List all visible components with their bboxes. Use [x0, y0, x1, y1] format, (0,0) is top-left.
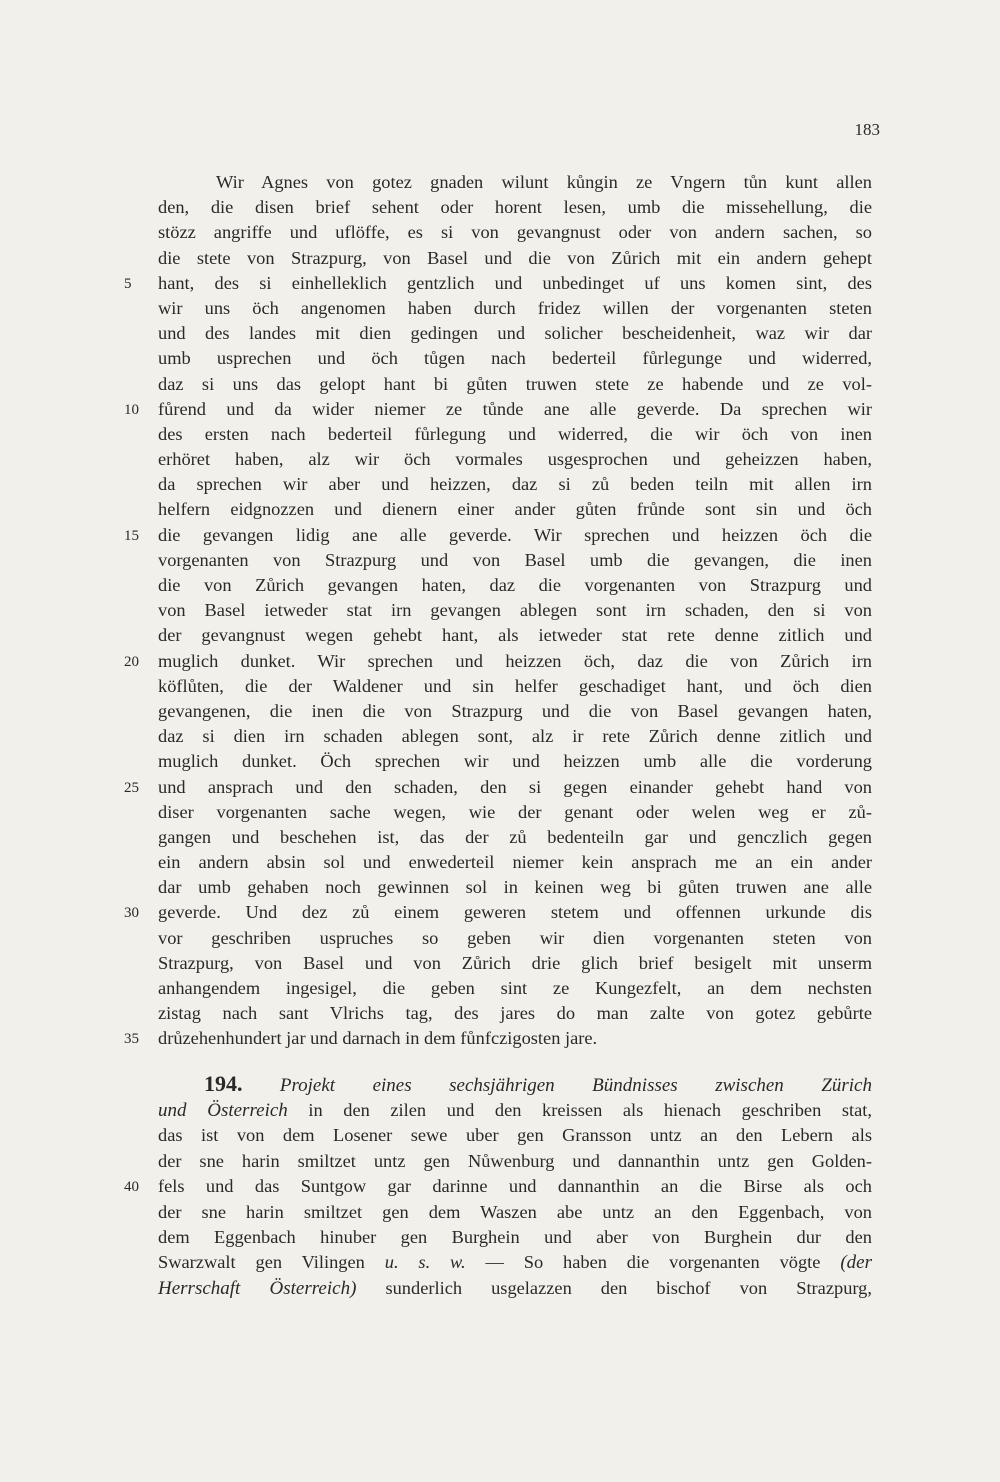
line-text: dem Eggenbach hinuber gen Burghein und aber von Burghein dur den [158, 1226, 872, 1247]
line-text: daz si dien irn schaden ablegen sont, alz ir rete Zůrich denne zitlich und [158, 726, 872, 747]
line-text: hant, des si einhelleklich gentzlich und unbedinget uf uns komen sint, des [158, 272, 872, 293]
line-text: die gevangen lidig ane alle geverde. Wir sprechen und heizzen öch die [158, 524, 872, 545]
line-text: und des landes mit dien gedingen und solicher bescheidenheit, waz wir dar [158, 323, 872, 344]
text-line [158, 674, 872, 699]
text-line [158, 926, 872, 951]
document-194 [124, 1070, 872, 1301]
text-line [158, 346, 872, 371]
text-line [158, 447, 872, 472]
line-number: 20 [124, 653, 139, 670]
text-line [158, 321, 872, 346]
text-line [158, 422, 872, 447]
line-text: der gevangnust wegen gehebt hant, als ietweder stat rete denne zitlich und [158, 625, 872, 646]
line-text: das ist von dem Losener sewe uber gen Gransson untz an den Lebern als [158, 1125, 872, 1146]
line-text: Wir Agnes von gotez gnaden wilunt kůngin ze Vngern tůn kunt allen [216, 172, 872, 192]
text-line [124, 900, 872, 925]
text-line [158, 296, 872, 321]
text-fragment: sunderlich usgelazzen den bischof von Strazpurg, [385, 1277, 872, 1298]
text-line [158, 850, 872, 875]
text-line [124, 271, 872, 296]
line-text: gangen und beschehen ist, das der zů bedenteiln gar und genczlich gegen [158, 826, 872, 847]
text-line [158, 724, 872, 749]
text-line [158, 1001, 872, 1026]
entry-title: Projekt eines sechsjährigen Bündnisses zwischen Zürich [279, 1075, 872, 1096]
text-line [158, 1276, 872, 1301]
text-line [158, 548, 872, 573]
line-text: erhöret haben, alz wir öch vormales usgesprochen und geheizzen haben, [158, 449, 872, 470]
text-line [158, 1123, 872, 1148]
text-line [124, 649, 872, 674]
text-line [158, 1098, 872, 1123]
text-fragment: in den zilen und den kreissen als hienach geschriben stat, [308, 1100, 872, 1120]
italic-gloss: (der [840, 1252, 872, 1274]
line-text: Strazpurg, von Basel und von Zůrich drie glich brief besigelt mit unserm [158, 952, 872, 973]
line-number: 30 [124, 905, 139, 922]
line-text: und ansprach und den schaden, den si gegen einander gehebt hand von [158, 776, 872, 797]
text-line [158, 170, 872, 195]
line-text: der sne harin smiltzet untz gen Nůwenburg und dannanthin untz gen Golden- [158, 1150, 872, 1171]
line-number: 15 [124, 527, 139, 544]
line-text: ein andern absin sol und enwederteil niemer kein ansprach me an ein ander [158, 852, 872, 873]
line-text: gevangenen, die inen die von Strazpurg und die von Basel gevangen haten, [158, 700, 872, 721]
text-line [124, 1174, 872, 1199]
text-line [158, 372, 872, 397]
entry-heading [158, 1070, 872, 1098]
line-text: fůrend und da wider niemer ze tůnde ane alle geverde. Da sprechen wir [158, 398, 872, 419]
text-line [158, 1200, 872, 1225]
text-line [158, 699, 872, 724]
line-text: helfern eidgnozzen und dienern einer ander gůten frůnde sont sin und öch [158, 499, 872, 520]
line-number: 25 [124, 779, 139, 796]
text-fragment: Swarzwalt gen Vilingen [158, 1252, 365, 1273]
text-fragment: — So haben die vorgenanten vögte [485, 1252, 821, 1273]
text-line [158, 246, 872, 271]
line-text: muglich dunket. Öch sprechen wir und heizzen umb alle die vorderung [158, 751, 872, 772]
text-line [158, 749, 872, 774]
text-line [158, 220, 872, 245]
line-text: der sne harin smiltzet gen dem Waszen abe untz an den Eggenbach, von [158, 1201, 872, 1222]
line-text: diser vorgenanten sache wegen, wie der genant oder welen weg er zů- [158, 801, 872, 822]
document-193 [124, 170, 872, 1052]
text-line [158, 497, 872, 522]
line-text: die von Zůrich gevangen haten, daz die vorgenanten von Strazpurg und [158, 575, 872, 595]
line-text: muglich dunket. Wir sprechen und heizzen öch, daz die von Zůrich irn [158, 650, 872, 671]
text-line [158, 800, 872, 825]
line-text: von Basel ietweder stat irn gevangen ablegen sont irn schaden, den si von [158, 600, 872, 621]
line-text: wir uns öch angenomen haben durch fridez willen der vorgenanten steten [158, 297, 872, 318]
italic-gloss-continued: Herrschaft Österreich) [158, 1277, 357, 1299]
line-number: 5 [124, 275, 132, 292]
text-line [124, 1026, 872, 1051]
line-text: zistag nach sant Vlrichs tag, des jares do man zalte von gotez gebůrte [158, 1003, 872, 1024]
line-text: den, die disen brief sehent oder horent lesen, umb die missehellung, die [158, 197, 872, 218]
line-number: 10 [124, 401, 139, 418]
line-number: 35 [124, 1031, 139, 1048]
text-line [158, 623, 872, 648]
text-line [158, 825, 872, 850]
italic-abbreviation: u. s. w. [384, 1252, 466, 1273]
line-text: geverde. Und dez zů einem geweren stetem und offennen urkunde dis [158, 902, 872, 923]
line-text: stözz angriffe und uflöffe, es si von gevangnust oder von andern sachen, so [158, 222, 872, 243]
text-line [158, 875, 872, 900]
page-number: 183 [854, 120, 880, 139]
line-text: drůzehenhundert jar und darnach in dem fůnfczigosten jare. [158, 1028, 598, 1049]
line-text: anhangendem ingesigel, die geben sint ze Kungezfelt, an dem nechsten [158, 978, 872, 998]
text-line [124, 775, 872, 800]
line-text: da sprechen wir aber und heizzen, daz si zů beden teiln mit allen irn [158, 474, 872, 495]
text-line [158, 195, 872, 220]
line-text: köflůten, die der Waldener und sin helfer geschadiget hant, und öch dien [158, 675, 872, 696]
text-line [158, 573, 872, 598]
line-text: dar umb gehaben noch gewinnen sol in keinen weg bi gůten truwen ane alle [158, 877, 872, 898]
text-line [158, 951, 872, 976]
text-line [124, 523, 872, 548]
line-text: des ersten nach bederteil fůrlegung und widerred, die wir öch von inen [158, 423, 872, 444]
line-text: umb usprechen und öch tůgen nach bederteil fůrlegunge und widerred, [158, 348, 872, 369]
entry-number: 194. [204, 1071, 243, 1096]
line-text: die stete von Strazpurg, von Basel und die von Zůrich mit ein andern gehept [158, 247, 872, 268]
line-text: vor geschriben uspruches so geben wir dien vorgenanten steten von [158, 927, 872, 948]
text-line [124, 397, 872, 422]
text-line [158, 1149, 872, 1174]
entry-title-continued: und Österreich [158, 1100, 288, 1121]
line-text: daz si uns das gelopt hant bi gůten truwen stete ze habende und ze vol- [158, 373, 872, 394]
line-text: fels und das Suntgow gar darinne und dannanthin an die Birse als och [158, 1176, 872, 1197]
line-text: vorgenanten von Strazpurg und von Basel umb die gevangen, die inen [158, 549, 872, 570]
text-line [158, 976, 872, 1001]
text-line [158, 1225, 872, 1250]
text-line [158, 1250, 872, 1275]
text-line [158, 598, 872, 623]
line-number: 40 [124, 1179, 139, 1196]
text-line [158, 472, 872, 497]
